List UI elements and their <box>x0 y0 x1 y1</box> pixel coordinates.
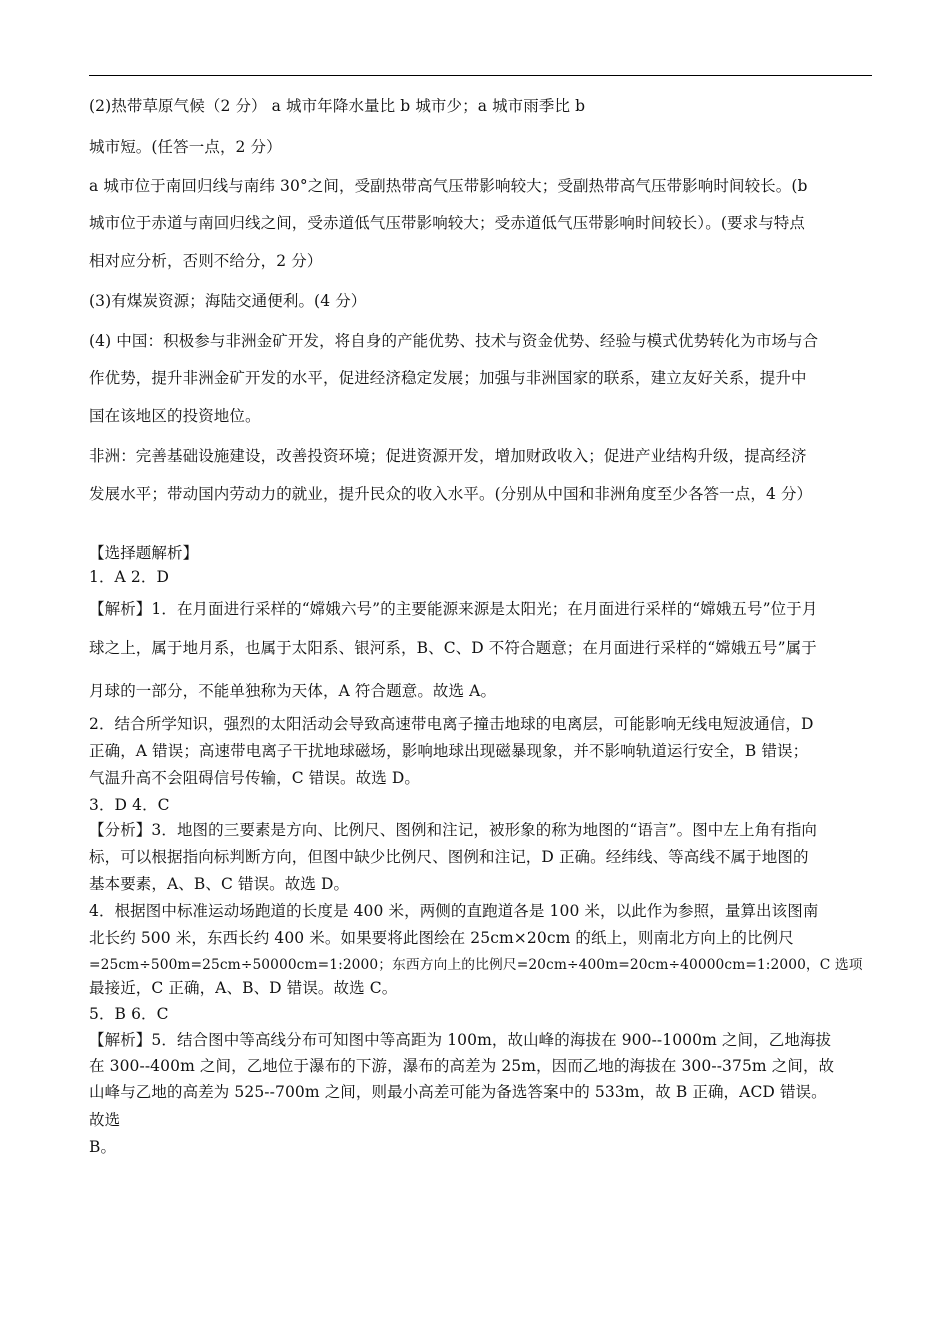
text-line: 基本要素，A、B、C 错误。故选 D。 <box>89 875 350 893</box>
text-line: 气温升高不会阻碍信号传输，C 错误。故选 D。 <box>89 769 420 787</box>
text-line: (4) 中国：积极参与非洲金矿开发，将自身的产能优势、技术与资金优势、经验与模式优势转化为市场与合 <box>89 332 819 350</box>
text-line: (3)有煤炭资源；海陆交通便利。(4 分） <box>89 292 367 310</box>
text-line: 【解析】5．结合图中等高线分布可知图中等高距为 100m，故山峰的海拔在 900--1000m 之间，乙地海拔 <box>89 1031 832 1049</box>
text-line: 【分析】3．地图的三要素是方向、比例尺、图例和注记，被形象的称为地图的“语言”。图中左上角有指向 <box>89 821 818 839</box>
header-rule <box>89 75 872 76</box>
text-line: 发展水平；带动国内劳动力的就业，提升民众的收入水平。(分别从中国和非洲角度至少各答一点，4 分） <box>89 485 813 503</box>
text-line: 最接近，C 正确，A、B、D 错误。故选 C。 <box>89 979 398 997</box>
text-line: 非洲：完善基础设施建设，改善投资环境；促进资源开发，增加财政收入；促进产业结构升级，提高经济 <box>89 447 807 465</box>
text-line: (2)热带草原气候（2 分） a 城市年降水量比 b 城市少；a 城市雨季比 b <box>89 97 586 115</box>
text-line: 相对应分析，否则不给分，2 分） <box>89 252 323 270</box>
answer-line: 5．B 6．C <box>89 1005 169 1023</box>
answer-line: 3．D 4．C <box>89 796 170 814</box>
text-line: 标，可以根据指向标判断方向，但图中缺少比例尺、图例和注记，D 正确。经纬线、等高线不属于地图的 <box>89 848 809 866</box>
text-line: 北长约 500 米，东西长约 400 米。如果要将此图绘在 25cm×20cm 的纸上，则南北方向上的比例尺 <box>89 929 794 947</box>
text-line: 月球的一部分，不能单独称为天体，A 符合题意。故选 A。 <box>89 682 497 700</box>
text-line: B。 <box>89 1138 117 1156</box>
text-line: 作优势，提升非洲金矿开发的水平，促进经济稳定发展；加强与非洲国家的联系，建立友好关系，提升中 <box>89 369 807 387</box>
text-line: 【解析】1．在月面进行采样的“嫦娥六号”的主要能源来源是太阳光；在月面进行采样的“嫦娥五号”位于月 <box>89 600 818 618</box>
text-line: =25cm÷500m=25cm÷50000cm=1:2000；东西方向上的比例尺=20cm÷400m=20cm÷40000cm=1:2000，C 选项 <box>89 957 863 973</box>
answer-line: 1．A 2．D <box>89 568 169 586</box>
text-line: 正确，A 错误；高速带电离子干扰地球磁场，影响地球出现磁暴现象，并不影响轨道运行安全，B 错误； <box>89 742 809 760</box>
section-heading: 【选择题解析】 <box>89 544 199 562</box>
text-line: a 城市位于南回归线与南纬 30°之间，受副热带高气压带影响较大；受副热带高气压带影响时间较长。(b <box>89 177 808 195</box>
text-line: 故选 <box>89 1111 121 1129</box>
text-line: 2．结合所学知识，强烈的太阳活动会导致高速带电离子撞击地球的电离层，可能影响无线电短波通信，D <box>89 715 814 733</box>
text-line: 在 300--400m 之间，乙地位于瀑布的下游，瀑布的高差为 25m，因而乙地的海拔在 300--375m 之间，故 <box>89 1057 835 1075</box>
text-line: 山峰与乙地的高差为 525--700m 之间，则最小高差可能为备选答案中的 533m，故 B 正确，ACD 错误。 <box>89 1083 827 1101</box>
text-line: 城市短。(任答一点，2 分） <box>89 138 282 156</box>
text-line: 球之上，属于地月系，也属于太阳系、银河系，B、C、D 不符合题意；在月面进行采样的“嫦娥五号”属于 <box>89 639 817 657</box>
text-line: 4．根据图中标准运动场跑道的长度是 400 米，两侧的直跑道各是 100 米，以此作为参照，量算出该图南 <box>89 902 819 920</box>
text-line: 国在该地区的投资地位。 <box>89 407 261 425</box>
text-line: 城市位于赤道与南回归线之间，受赤道低气压带影响较大；受赤道低气压带影响时间较长）。(要求与特点 <box>89 214 806 232</box>
